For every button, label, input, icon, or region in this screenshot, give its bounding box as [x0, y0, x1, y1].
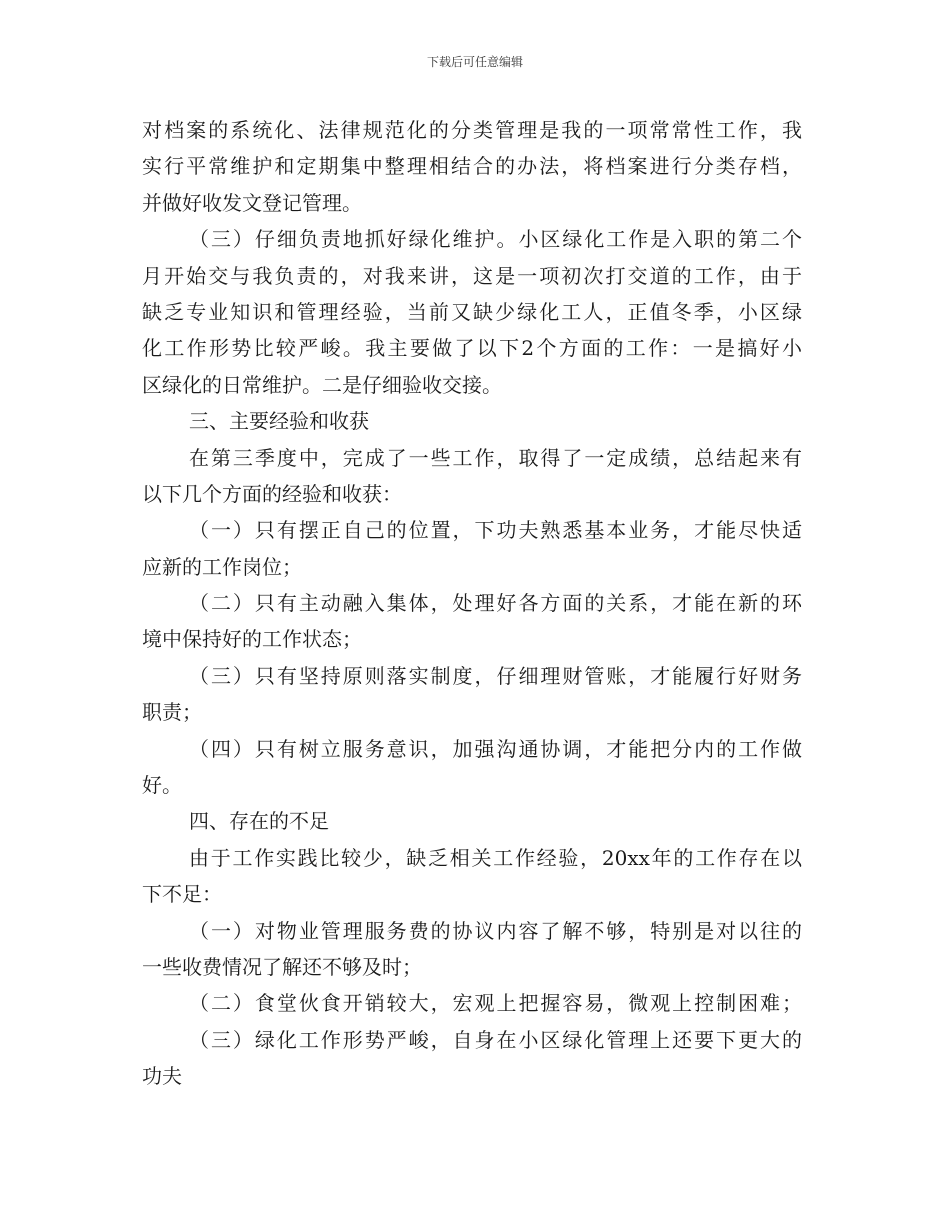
text-line: （一）对物业管理服务费的协议内容了解不够，特别是对以往的 — [189, 918, 802, 943]
text-line: （三）绿化工作形势严峻，自身在小区绿化管理上还要下更大的 — [189, 1027, 802, 1052]
text-line: （三）只有坚持原则落实制度，仔细理财管账，才能履行好财务 — [189, 663, 802, 688]
text-line: 应新的工作岗位； — [142, 554, 302, 579]
text-line: 境中保持好的工作状态； — [142, 627, 362, 652]
text-line: 在第三季度中，完成了一些工作，取得了一定成绩，总结起来有 — [189, 445, 802, 470]
text-line: 三、主要经验和收获 — [189, 409, 369, 434]
text-line: 对档案的系统化、法律规范化的分类管理是我的一项常常性工作，我 — [142, 118, 802, 142]
text-line: （三）仔细负责地抓好绿化维护。小区绿化工作是入职的第二个 — [189, 227, 802, 252]
text-line: 月开始交与我负责的，对我来讲，这是一项初次打交道的工作，由于 — [142, 263, 802, 288]
text-line: 以下几个方面的经验和收获： — [142, 481, 402, 506]
text-line: 缺乏专业知识和管理经验，当前又缺少绿化工人，正值冬季，小区绿 — [142, 299, 802, 324]
text-line: 一些收费情况了解还不够及时； — [142, 954, 422, 979]
text-line: （一）只有摆正自己的位置，下功夫熟悉基本业务，才能尽快适 — [189, 518, 802, 543]
text-line: 四、存在的不足 — [189, 809, 329, 834]
page-header: 下载后可任意编辑 — [426, 55, 523, 69]
text-line: 化工作形势比较严峻。我主要做了以下2个方面的工作：一是搞好小 — [142, 336, 802, 361]
text-line: 好。 — [142, 773, 182, 798]
text-line: 区绿化的日常维护。二是仔细验收交接。 — [142, 372, 502, 397]
text-line: 职责； — [142, 700, 202, 725]
text-line: （四）只有树立服务意识，加强沟通协调，才能把分内的工作做 — [189, 736, 802, 761]
text-line: 实行平常维护和定期集中整理相结合的办法，将档案进行分类存档， — [142, 154, 802, 179]
document-body — [142, 112, 802, 1095]
text-line: （二）只有主动融入集体，处理好各方面的关系，才能在新的环 — [189, 591, 802, 616]
text-line: 由于工作实践比较少，缺乏相关工作经验，20xx年的工作存在以 — [189, 845, 802, 870]
text-line: （二）食堂伙食开销较大，宏观上把握容易，微观上控制困难； — [189, 991, 802, 1016]
text-line: 功夫 — [142, 1064, 182, 1089]
text-line: 下不足： — [142, 882, 222, 907]
text-line: 并做好收发文登记管理。 — [142, 190, 362, 215]
